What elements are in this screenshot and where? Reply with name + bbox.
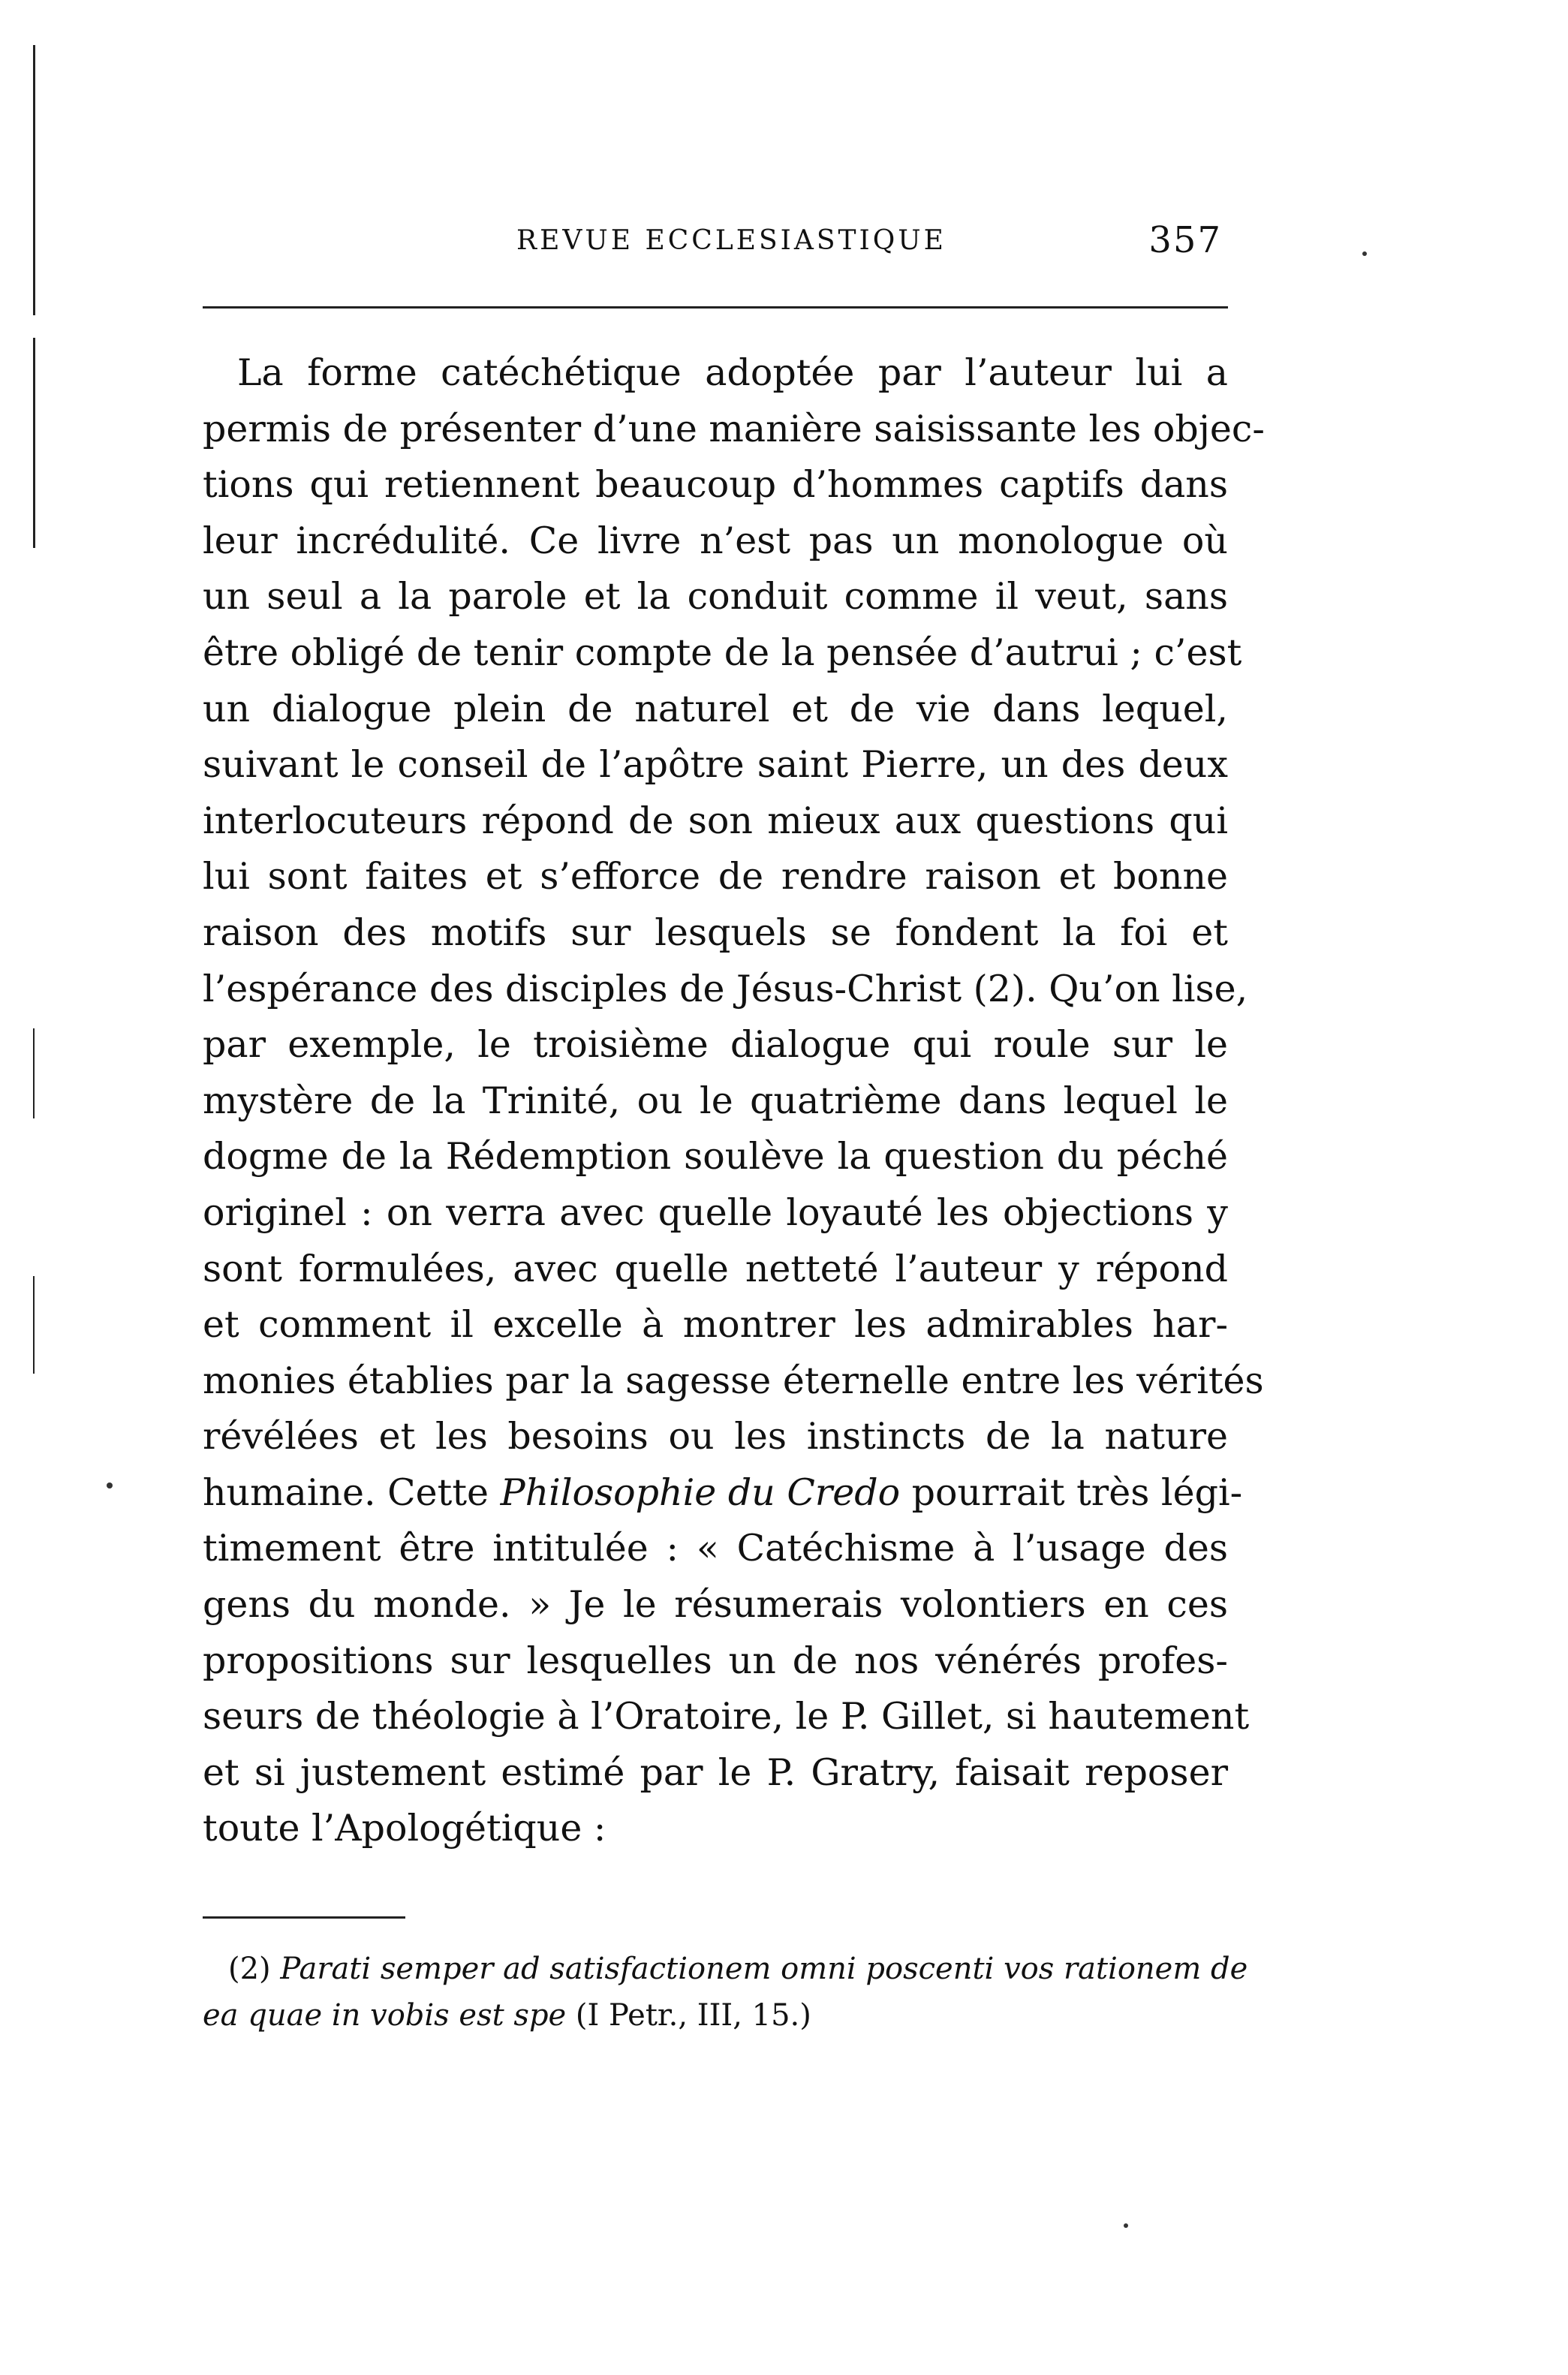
footnote-quote: ea quae in vobis est spe [203, 1998, 567, 2033]
text-line: permis de présenter d’une manière saisissante les objec- [203, 407, 1265, 450]
text-line: et comment il excelle à montrer les admirables har- [203, 1303, 1228, 1347]
text-segment: pourrait très légi- [900, 1470, 1243, 1514]
scan-speck [1362, 251, 1367, 256]
running-title: REVUE ECCLESIASTIQUE [516, 225, 947, 256]
text-line: par exemple, le troisième dialogue qui roule sur le [203, 1023, 1228, 1067]
text-line: sont formulées, avec quelle netteté l’auteur y répond [203, 1247, 1228, 1290]
text-line: lui sont faites et s’efforce de rendre raison et bonne [203, 855, 1228, 899]
footnote-reference: (I Petr., III, 15.) [566, 1998, 811, 2033]
running-head [201, 219, 1231, 264]
text-line: toute l’Apologétique : [203, 1807, 606, 1850]
text-segment: humaine. Cette [203, 1470, 501, 1514]
text-line: seurs de théologie à l’Oratoire, le P. Gillet, si hautement [203, 1695, 1250, 1738]
scan-edge-mark [33, 1028, 35, 1118]
scan-speck [1124, 2223, 1128, 2228]
text-line: raison des motifs sur lesquels se fondent la foi et [203, 911, 1228, 954]
scan-edge-mark [33, 1276, 35, 1374]
text-line: tions qui retiennent beaucoup d’hommes captifs dans [203, 463, 1228, 507]
body-text [203, 345, 1265, 1857]
text-line: suivant le conseil de l’apôtre saint Pierre, un des deux [203, 743, 1228, 787]
text-line: mystère de la Trinité, ou le quatrième dans lequel le [203, 1079, 1228, 1122]
page-number: 357 [1148, 219, 1222, 261]
text-line: timement être intitulée : « Catéchisme à l’usage des [203, 1527, 1228, 1570]
text-line: dogme de la Rédemption soulève la question du péché [203, 1135, 1228, 1178]
scan-speck [107, 1482, 113, 1489]
footnote-line [203, 1946, 1248, 1992]
text-line: et si justement estimé par le P. Gratry, faisait reposer [203, 1750, 1228, 1794]
footnote-rule [203, 1916, 405, 1919]
scan-edge-mark [33, 338, 35, 548]
text-line: gens du monde. » Je le résumerais volontiers en ces [203, 1583, 1228, 1627]
text-line: un dialogue plein de naturel et de vie dans lequel, [203, 687, 1228, 730]
text-line: originel : on verra avec quelle loyauté les objections y [203, 1191, 1228, 1234]
footnote-marker: (2) [228, 1952, 281, 1986]
book-title: Philosophie du Credo [500, 1470, 901, 1514]
text-line: propositions sur lesquelles un de nos vénérés profes- [203, 1639, 1228, 1682]
footnote-line [203, 1992, 1228, 2039]
footnote [203, 1946, 1248, 2039]
scan-edge-mark [33, 45, 35, 315]
text-line: révélées et les besoins ou les instincts de la nature [203, 1415, 1228, 1458]
footnote-quote: Parati semper ad satisfactionem omni poscenti vos rationem de [280, 1952, 1248, 1986]
text-line: un seul a la parole et la conduit comme il veut, sans [203, 575, 1228, 619]
text-line [203, 1465, 1243, 1522]
text-line: être obligé de tenir compte de la pensée d’autrui ; c’est [203, 631, 1242, 674]
text-line: La forme catéchétique adoptée par l’auteur lui a [237, 351, 1228, 394]
text-line: interlocuteurs répond de son mieux aux questions qui [203, 799, 1228, 842]
header-rule [203, 306, 1228, 309]
text-line: l’espérance des disciples de Jésus-Christ (2). Qu’on lise, [203, 967, 1248, 1010]
text-line: monies établies par la sagesse éternelle entre les vérités [203, 1359, 1264, 1402]
text-line: leur incrédulité. Ce livre n’est pas un monologue où [203, 519, 1228, 562]
